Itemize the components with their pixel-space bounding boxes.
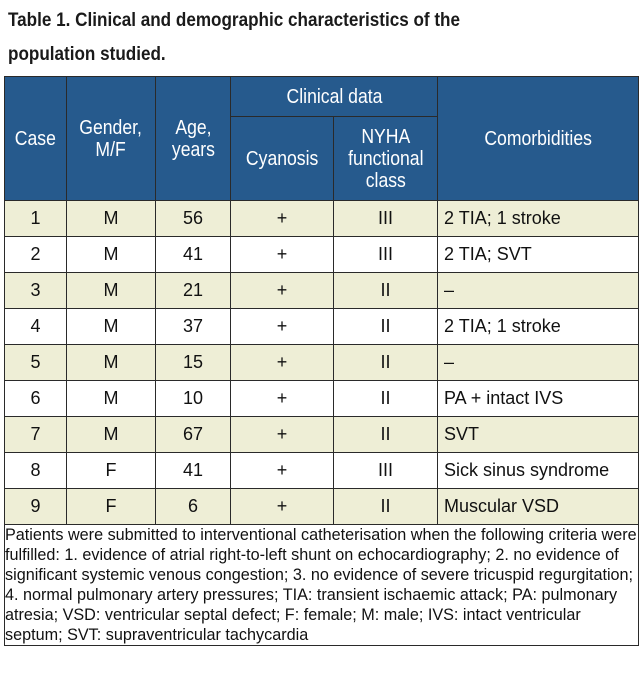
cell-case: 2	[5, 237, 67, 273]
cell-comorbidities: –	[438, 273, 639, 309]
cell-comorbidities: SVT	[438, 417, 639, 453]
header-nyha-class: NYHA functional class	[334, 117, 438, 201]
cell-case: 1	[5, 201, 67, 237]
cell-age: 15	[156, 345, 231, 381]
cell-case: 3	[5, 273, 67, 309]
cell-cyanosis: +	[231, 273, 334, 309]
cell-age: 41	[156, 237, 231, 273]
cell-cyanosis: +	[231, 201, 334, 237]
header-clinical-data: Clinical data	[231, 77, 438, 117]
cell-comorbidities: 2 TIA; 1 stroke	[438, 309, 639, 345]
cell-case: 6	[5, 381, 67, 417]
cell-comorbidities: 2 TIA; 1 stroke	[438, 201, 639, 237]
cell-cyanosis: +	[231, 237, 334, 273]
cell-age: 6	[156, 489, 231, 525]
table-row	[5, 273, 639, 309]
cell-nyha: III	[334, 453, 438, 489]
cell-cyanosis: +	[231, 489, 334, 525]
table-row	[5, 489, 639, 525]
header-age: Age, years	[156, 77, 231, 201]
table-title-line-1: Table 1. Clinical and demographic characteristics of the	[8, 10, 461, 31]
cell-cyanosis: +	[231, 453, 334, 489]
cell-comorbidities: Sick sinus syndrome	[438, 453, 639, 489]
cell-age: 41	[156, 453, 231, 489]
cell-nyha: III	[334, 201, 438, 237]
cell-gender: M	[67, 273, 156, 309]
cell-gender: M	[67, 237, 156, 273]
cell-gender: M	[67, 381, 156, 417]
table-row	[5, 381, 639, 417]
cell-cyanosis: +	[231, 417, 334, 453]
cell-case: 9	[5, 489, 67, 525]
cell-age: 10	[156, 381, 231, 417]
cell-nyha: II	[334, 273, 438, 309]
cell-case: 7	[5, 417, 67, 453]
cell-gender: M	[67, 201, 156, 237]
cell-age: 21	[156, 273, 231, 309]
cell-nyha: II	[334, 309, 438, 345]
table-row	[5, 237, 639, 273]
cell-case: 8	[5, 453, 67, 489]
header-cyanosis: Cyanosis	[231, 117, 334, 201]
cell-comorbidities: PA + intact IVS	[438, 381, 639, 417]
cell-gender: F	[67, 489, 156, 525]
cell-gender: M	[67, 417, 156, 453]
table-title	[8, 4, 571, 72]
table-row	[5, 453, 639, 489]
cell-cyanosis: +	[231, 309, 334, 345]
table-row	[5, 345, 639, 381]
header-comorbidities: Comorbidities	[438, 77, 639, 201]
characteristics-table	[4, 76, 639, 646]
header-case: Case	[5, 77, 67, 201]
cell-comorbidities: –	[438, 345, 639, 381]
cell-nyha: II	[334, 417, 438, 453]
cell-cyanosis: +	[231, 381, 334, 417]
table-row	[5, 417, 639, 453]
cell-gender: F	[67, 453, 156, 489]
cell-age: 37	[156, 309, 231, 345]
cell-case: 4	[5, 309, 67, 345]
cell-gender: M	[67, 345, 156, 381]
cell-gender: M	[67, 309, 156, 345]
cell-nyha: II	[334, 489, 438, 525]
cell-comorbidities: Muscular VSD	[438, 489, 639, 525]
table-title-line-2: population studied.	[8, 44, 166, 65]
table-footnote: Patients were submitted to interventional catheterisation when the following criteria were fulfilled: 1. evidence of atrial right-to-left shunt on echocardiography; 2. no evidence of significant systemic venous congestion; 3. no evidence of severe tricuspid regurgitation; 4. normal pulmonary artery pressures; TIA: transient ischaemic attack; PA: pulmonary atresia; VSD: ventricular septal defect; F: female; M: male; IVS: intact ventricular septum; SVT: supraventricular tachycardia	[5, 526, 637, 644]
table-row	[5, 201, 639, 237]
header-gender: Gender, M/F	[67, 77, 156, 201]
cell-comorbidities: 2 TIA; SVT	[438, 237, 639, 273]
cell-case: 5	[5, 345, 67, 381]
cell-nyha: II	[334, 381, 438, 417]
table-row	[5, 309, 639, 345]
cell-cyanosis: +	[231, 345, 334, 381]
cell-age: 56	[156, 201, 231, 237]
cell-nyha: II	[334, 345, 438, 381]
cell-age: 67	[156, 417, 231, 453]
cell-nyha: III	[334, 237, 438, 273]
